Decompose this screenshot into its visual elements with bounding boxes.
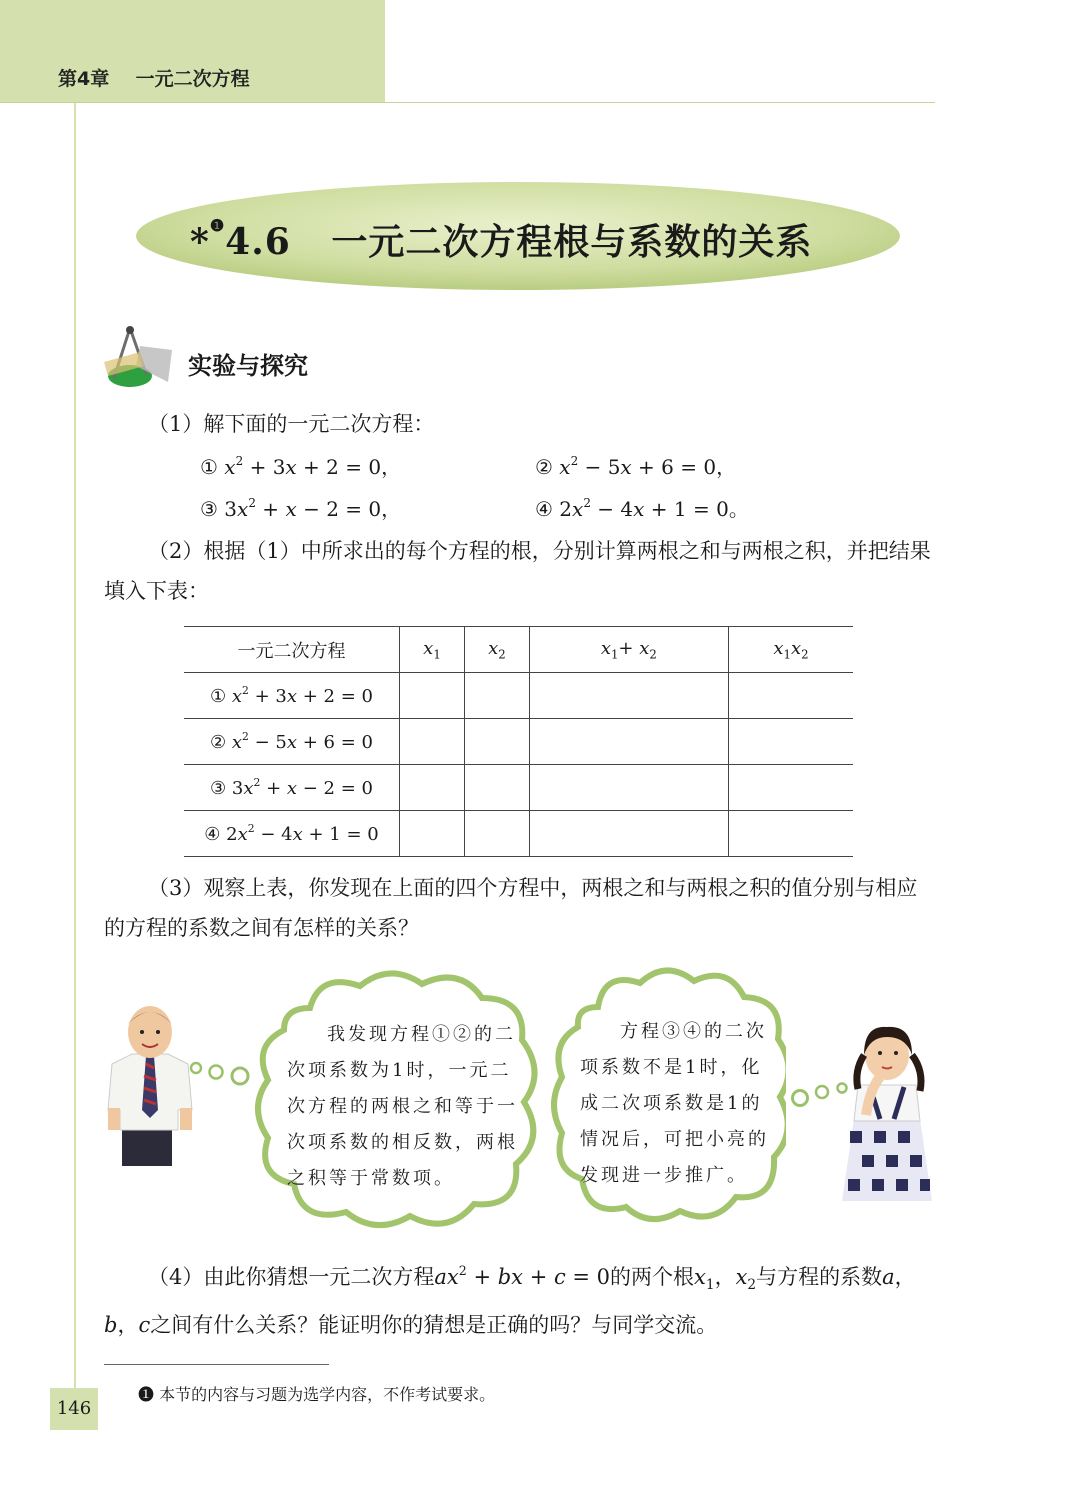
section-title-text: 一元二次方程根与系数的关系 (331, 221, 813, 263)
section-title (190, 214, 812, 265)
empty-cell[interactable] (400, 673, 465, 719)
header-product: $x_1x_2$ (728, 627, 853, 673)
header-x2: $x_2$ (464, 627, 529, 673)
section-number: 4.6 (225, 221, 291, 263)
empty-cell[interactable] (728, 765, 853, 811)
empty-cell[interactable] (464, 811, 529, 857)
footnote (138, 1382, 495, 1405)
empty-cell[interactable] (400, 719, 465, 765)
row-equation: ① $x^2 + 3x + 2 = 0$ (184, 673, 400, 719)
empty-cell[interactable] (728, 673, 853, 719)
step-2-text: （2）根据（1）中所求出的每个方程的根，分别计算两根之和与两根之积，并把结果填入下表： (104, 539, 931, 603)
table-row (184, 719, 853, 765)
step-1-text: （1）解下面的一元二次方程： (148, 412, 435, 436)
header-rule (0, 102, 935, 103)
equation-3: ③ $3x^2 + x - 2 = 0$， (200, 496, 402, 521)
empty-cell[interactable] (400, 765, 465, 811)
boy-thought-text: 我发现方程①②的二次项系数为1时，一元二次方程的两根之和等于一次项系数的相反数，两根之积等于常数项。 (287, 1024, 518, 1189)
row-equation: ④ $2x^2 - 4x + 1 = 0$ (184, 811, 400, 857)
table-row (184, 811, 853, 857)
compass-ruler-icon (100, 322, 180, 390)
empty-cell[interactable] (529, 765, 728, 811)
footnote-text: 本节的内容与习题为选学内容，不作考试要求。 (159, 1385, 496, 1404)
empty-cell[interactable] (728, 719, 853, 765)
step-4-text: （4）由此你猜想一元二次方程$ax^2$ + bx + c = 0的两个根$x_1$，$x_2$与方程的系数a，b，c之间有什么关系？能证明你的猜想是正确的吗？与同学交流。 (104, 1263, 916, 1338)
equation-1: ① $x^2 + 3x + 2 = 0$， (200, 454, 402, 479)
empty-cell[interactable] (464, 765, 529, 811)
roots-table (184, 626, 853, 857)
page-number: 146 (56, 1398, 92, 1419)
step-3-text: （3）观察上表，你发现在上面的四个方程中，两根之和与两根之积的值分别与相应的方程的系数之间有怎样的关系？ (104, 876, 918, 940)
empty-cell[interactable] (400, 811, 465, 857)
footnote-rule (104, 1364, 329, 1365)
empty-cell[interactable] (464, 673, 529, 719)
header-sum: $x_1+ x_2$ (529, 627, 728, 673)
boy-illustration (100, 998, 200, 1170)
footnote-ref: ❶ (209, 216, 226, 235)
optional-marker: * (190, 221, 210, 263)
empty-cell[interactable] (529, 811, 728, 857)
chapter-heading: 第4章 一元二次方程 (58, 68, 250, 90)
margin-rule (74, 103, 76, 1390)
header-equation: 一元二次方程 (184, 627, 400, 673)
row-equation: ③ $3x^2 + x - 2 = 0$ (184, 765, 400, 811)
equation-2: ② $x^2 - 5x + 6 = 0$， (535, 454, 737, 479)
empty-cell[interactable] (728, 811, 853, 857)
girl-thought-text: 方程③④的二次项系数不是1时，化成二次项系数是1的情况后，可把小亮的发现进一步推广。 (580, 1021, 769, 1186)
empty-cell[interactable] (464, 719, 529, 765)
empty-cell[interactable] (529, 719, 728, 765)
table-row (184, 765, 853, 811)
empty-cell[interactable] (529, 673, 728, 719)
equation-4: ④ $2x^2 - 4x + 1 = 0$。 (535, 496, 749, 521)
explore-label: 实验与探究 (188, 352, 308, 380)
thought-dots (188, 1058, 254, 1088)
header-x1: $x_1$ (400, 627, 465, 673)
footnote-mark: ❶ (138, 1385, 155, 1404)
girl-illustration (840, 1015, 935, 1203)
table-row (184, 673, 853, 719)
row-equation: ② $x^2 - 5x + 6 = 0$ (184, 719, 400, 765)
table-header-row (184, 627, 853, 673)
